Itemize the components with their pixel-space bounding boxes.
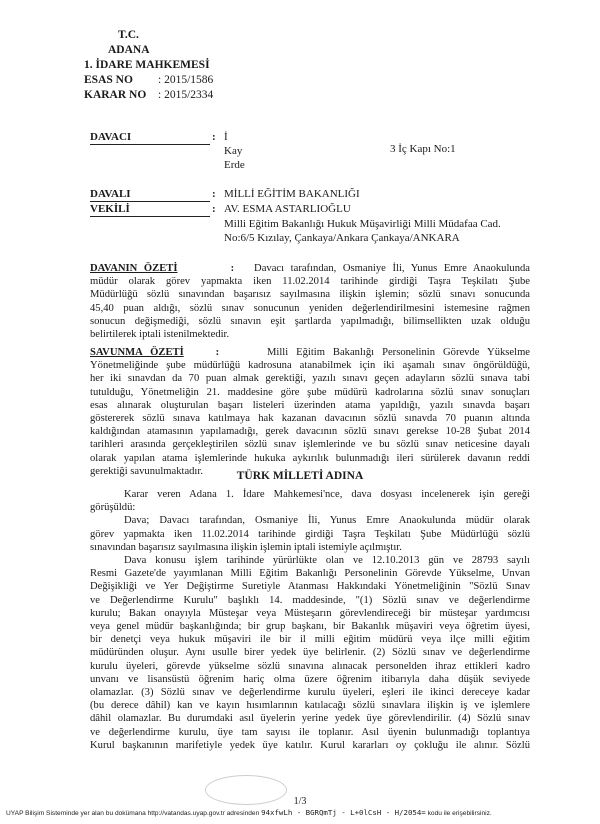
footer-code: 94xfwLh - BGRQmTj - L+0lCsH - H/2054= (261, 808, 426, 817)
karar-line: görev yapmakta iken 11.02.2014 tarihinde girdiği Taşra Teşkilatı Şube Müdürlüğü sözlü (90, 528, 530, 540)
savunma-line: gerektiği savunulmaktadır. (90, 465, 203, 477)
karar-line: dâhil olamazlar. Bu durumdaki asıl üyelerin yerine yedek üye görevlendirilir. (4) Sözlü sınav (90, 713, 530, 725)
ozet-line: 45,40 puan aldığı, sözlü sınav sonucunun yeniden değerlendirilmesini istemesine rağmen (90, 302, 530, 314)
esas-no-label: ESAS NO (84, 74, 133, 86)
karar-line: unvanı ve lisansüstü öğrenim hariç olma üzere öğrenim itibarıyla daha düşük seviyede (90, 673, 530, 685)
davali-colon: : (212, 188, 216, 200)
karar-line: ve değerlendirme kurulu, üye tam sayısı ile toplanır. Asıl üyenin bulunmadığı toplantıya (90, 726, 530, 738)
vekili-line: Milli Eğitim Bakanlığı Hukuk Müşavirliği Milli Müdafaa Cad. (224, 218, 501, 230)
vekili-line: No:6/5 Kızılay, Çankaya/Ankara Çankaya/ANKARA (224, 232, 460, 244)
davaci-name: İ (224, 131, 228, 143)
karar-line: görüşüldü: (90, 502, 136, 514)
ozet-line: müdür olarak görev yapmakta iken 11.02.2014 tarihinde girdiği Taşra Teşkilatı Şube (90, 276, 530, 288)
karar-line: sınavından başarısız sayılmasına ilişkin işlemin iptali istemiyle açılmıştır. (90, 541, 402, 553)
karar-line: (bu derece dâhil) kan ve kayın hısımlarının katılacağı sözlü sınavlara ilişkin iş ve işlemlere (90, 700, 530, 712)
vekili-colon: : (212, 203, 216, 215)
savunma-line: Yönetmeliğinde şube müdürlüğü kadrosuna atanabilmek için iki aşamalı sınav öngörüldüğü, (90, 360, 530, 372)
page-number: 1/3 (293, 796, 307, 807)
davaci-address: 3 İç Kapı No:1 (390, 143, 456, 155)
court-name: 1. İDARE MAHKEMESİ (84, 59, 210, 71)
davaci-line3: Erde (224, 159, 245, 171)
karar-line: kurulu; Bakan onayıyla Müsteşar veya Müsteşarın görevlendireceği bir müsteşar yardımcısı (90, 607, 530, 619)
ozet-colon: : (230, 263, 235, 274)
davaci-block (90, 130, 570, 174)
savunma-line: Milli Eğitim Bakanlığı Personelinin Görevde Yükselme (266, 347, 531, 358)
davanin-ozeti-section (90, 262, 530, 341)
ozet-line: sonucun değişmediği, sözlü sınavın eşit şartlarda yapılmadığı, bilimsellikten uzak olduğu (90, 315, 530, 327)
davaci-colon: : (212, 131, 216, 143)
savunma-heading: SAVUNMA ÖZETİ (90, 347, 184, 358)
court-header (84, 28, 213, 103)
davali-block (90, 187, 570, 201)
ozet-heading: DAVANIN ÖZETİ (90, 263, 178, 274)
savunma-line: olarak yapılan atama işlemlerinde hukuka aykırılık bulunmadığı ileri sürülerek davanın reddi (90, 452, 530, 464)
ozet-line: Davacı tarafından, Osmaniye İli, Yunus Emre Anaokulunda (254, 263, 530, 274)
karar-no-label: KARAR NO (84, 89, 147, 101)
savunma-ozeti-section (90, 346, 530, 478)
karar-line: Resmi Gazete'de yayımlanan Milli Eğitim Bakanlığı Personelinin Görevde Yükselme, Unvan (90, 568, 530, 580)
karar-line: bir denetçi veya hukuk müşaviri ile bir il milli eğitim müdürü veya ilçe milli eğitim (90, 634, 530, 646)
karar-line: Değişikliği ve Yer Değiştirme Suretiyle Atanması Hakkındaki Yönetmeliğinin "Sözlü Sınav (90, 581, 530, 593)
footer-text: UYAP Bilişim Sisteminde yer alan bu dokümana http://vatandas.uyap.gov.tr adresinden (6, 810, 260, 817)
davaci-line2: Kay (224, 145, 243, 157)
vekili-block (90, 202, 570, 246)
karar-line: veya genel müdür başkanlığında; bir grup başkanı, bir Bakanlık müşaviri veya öğretim üyesi, (90, 621, 530, 633)
karar-line: Dava konusu işlem tarihinde yürürlükte olan ve 12.10.2013 gün ve 28793 sayılı (124, 555, 530, 567)
savunma-line: kaldığından atamasının yapılamadığı, gerek davacının sözlü sınavı gerekse 10-28 Şubat 2014 (90, 426, 530, 438)
davali-label: DAVALI (90, 187, 210, 202)
ozet-line: belirtilerek iptali istenilmektedir. (90, 329, 230, 341)
vekili-label: VEKİLİ (90, 202, 210, 217)
savunma-line: göstererek sözlü sınava katılmaya hak kazanan davacının sözlü sınavda 70 puanın altında (90, 413, 530, 425)
savunma-line: tutulduğu, Yönetmeliğin 21. maddesine göre şube müdürü kadrolarına sözlü sınav sonuçları (90, 386, 530, 398)
city-label: ADANA (108, 44, 150, 56)
footer-suffix: kodu ile erişebilirsiniz. (427, 810, 492, 817)
karar-no-row (84, 88, 213, 103)
ozet-line: Müdürlüğü sözlü sınavından başarısız sayılmasına ilişkin işlemin; sözlü sınavı sonucunda (90, 289, 530, 301)
savunma-line: tarihleri arasında gerçekleştirilen sözlü sınav işlemlerinde ve bu sözlü sınav neticesine dayalı (90, 439, 530, 451)
uyap-footer (6, 808, 596, 817)
karar-no-value: : 2015/2334 (158, 89, 214, 101)
karar-section (90, 488, 530, 752)
esas-no-value: : 2015/1586 (158, 74, 214, 86)
savunma-line: her iki sınavdan da 70 puan almak gerektiği, yazılı sınavı geçen adayların sözlü sınava tabi (90, 373, 530, 385)
davaci-label: DAVACI (90, 130, 210, 145)
karar-line: kurulu üyeleri, görevde yükselme sözlü sınavına alınacak personelden ihraz ettikleri kadro (90, 660, 530, 672)
karar-line: müdüründen oluşur. Aynı usulle birer yedek üye belirlenir. (2) Sözlü sınav ve değerlendirme (90, 647, 530, 659)
davali-value: MİLLİ EĞİTİM BAKANLIĞI (224, 188, 360, 200)
savunma-colon: : (215, 347, 220, 358)
karar-line: Dava; Davacı tarafından, Osmaniye İli, Yunus Emre Anaokulunda müdür olarak (124, 515, 530, 527)
tc-label: T.C. (118, 29, 139, 41)
esas-no-row (84, 73, 213, 88)
karar-title: TÜRK MİLLETİ ADINA (236, 470, 364, 482)
karar-line: olamazlar. (3) Sözlü sınav ve değerlendirme kurulu üyeleri, eşleri ile ikinci dereceye kadar (90, 687, 530, 699)
karar-line: ve Değerlendirme Kurulu" başlıklı 14. maddesinde, "(1) Sözlü sınav ve değerlendirme (90, 594, 530, 606)
karar-line: Karar veren Adana 1. İdare Mahkemesi'nce, dava dosyası incelenerek işin gereği (124, 489, 530, 500)
karar-line: Kurul başkanının marifetiyle yedek üye katılır. Kurul kararları oy çokluğu ile alınır. Sözlü (90, 739, 530, 751)
savunma-line: esas alınarak oluşturulan başarı listeleri üzerinden atama yapıldığı, yazılı sınavda başarı (90, 399, 530, 411)
vekili-line: AV. ESMA ASTARLIOĞLU (224, 203, 351, 215)
